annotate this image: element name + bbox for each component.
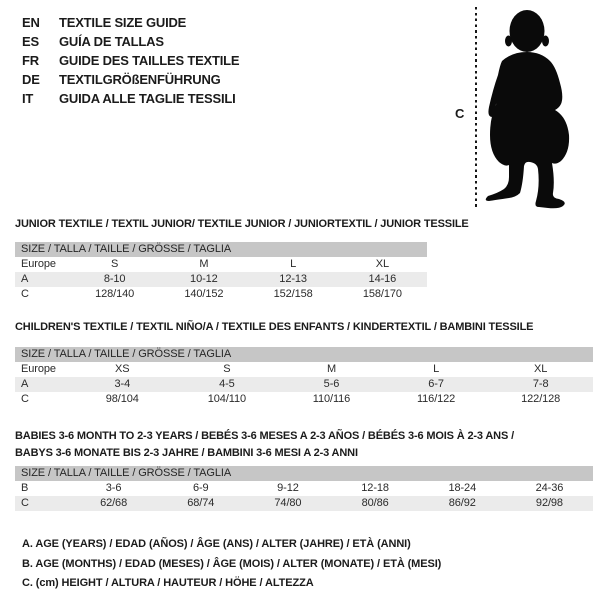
row-label: C: [21, 393, 29, 405]
measure-label-c: C: [455, 106, 465, 121]
language-code: DE: [22, 72, 40, 87]
row-label: C: [21, 288, 29, 300]
table-title-babies: [15, 428, 593, 462]
table-cell: 68/74: [187, 497, 215, 509]
language-label: TEXTILE SIZE GUIDE: [59, 15, 187, 30]
table-row: [15, 287, 427, 302]
height-measure-dotted-line: [475, 7, 477, 208]
table-cell: 12-18: [361, 482, 389, 494]
table-cell: L: [290, 258, 297, 270]
measurement-legend: [22, 535, 441, 594]
table-cell: 74/80: [274, 497, 302, 509]
table-title-line: CHILDREN'S TEXTILE / TEXTIL NIÑO/A / TEXTILE DES ENFANTS / KINDERTEXTIL / BAMBINI TESSILE: [15, 321, 534, 333]
language-row: [22, 51, 239, 70]
table-cell: 98/104: [105, 393, 139, 405]
row-label: A: [21, 378, 29, 390]
language-row: [22, 89, 239, 108]
table-cell: 14-16: [368, 273, 397, 285]
language-code: EN: [22, 15, 40, 30]
table-cell: 9-12: [277, 482, 299, 494]
table-cell: XL: [375, 258, 389, 270]
language-list: [22, 13, 239, 108]
table-cell: 4-5: [219, 378, 235, 390]
children-textile-table: [15, 320, 593, 407]
table-cell: 10-12: [190, 273, 218, 285]
table-cell: 3-6: [105, 482, 122, 494]
table-title-children: [15, 320, 593, 335]
junior-textile-table: [15, 217, 469, 302]
table-cell: L: [433, 363, 440, 375]
table-cell: 24-36: [535, 482, 564, 494]
table-cell: M: [326, 363, 337, 375]
table-title-junior: [15, 217, 469, 232]
size-header-bar: SIZE / TALLA / TAILLE / GRÖSSE / TAGLIA: [15, 466, 593, 481]
table-cell: 128/140: [95, 288, 135, 300]
table-cell: 3-4: [114, 378, 131, 390]
language-code: FR: [22, 53, 39, 68]
language-row: [22, 70, 239, 89]
table-cell: 18-24: [448, 482, 477, 494]
table-row: [15, 481, 593, 496]
language-label: TEXTILGRÖßENFÜHRUNG: [59, 72, 221, 87]
baby-silhouette-icon: [482, 5, 586, 209]
row-label: B: [21, 482, 29, 494]
legend-line: B. AGE (MONTHS) / EDAD (MESES) / ÂGE (MOIS) / ALTER (MONATE) / ETÀ (MESI): [22, 557, 442, 570]
legend-line: C. (cm) HEIGHT / ALTURA / HAUTEUR / HÖHE / ALTEZZA: [22, 577, 314, 589]
table-row: [15, 392, 593, 407]
table-cell: 5-6: [323, 378, 340, 390]
language-code: ES: [22, 34, 39, 49]
table-cell: S: [223, 363, 231, 375]
table-rows: [15, 257, 427, 302]
row-label: Europe: [21, 363, 56, 375]
language-code: IT: [22, 91, 34, 106]
legend-line: A. AGE (YEARS) / EDAD (AÑOS) / ÂGE (ANS) / ALTER (JAHRE) / ETÀ (ANNI): [22, 538, 411, 550]
table-title-line: JUNIOR TEXTILE / TEXTIL JUNIOR/ TEXTILE JUNIOR / JUNIORTEXTIL / JUNIOR TESSILE: [15, 218, 469, 230]
size-header-bar: SIZE / TALLA / TAILLE / GRÖSSE / TAGLIA: [15, 242, 427, 257]
size-header-bar: SIZE / TALLA / TAILLE / GRÖSSE / TAGLIA: [15, 347, 593, 362]
language-label: GUÍA DE TALLAS: [59, 34, 164, 49]
table-cell: 92/98: [535, 497, 563, 509]
table-rows: [15, 362, 593, 407]
table-cell: M: [199, 258, 209, 270]
table-row: [15, 257, 427, 272]
table-title-line: BABIES 3-6 MONTH TO 2-3 YEARS / BEBÉS 3-6 MESES A 2-3 AÑOS / BÉBÉS 3-6 MOIS À 2-3 ANS /: [15, 430, 514, 442]
table-cell: 110/116: [312, 393, 351, 405]
table-cell: 140/152: [184, 288, 224, 300]
table-row: [15, 362, 593, 377]
table-title-line: BABYS 3-6 MONATE BIS 2-3 JAHRE / BAMBINI 3-6 MESI A 2-3 ANNI: [15, 447, 358, 459]
row-label: C: [21, 497, 29, 509]
table-cell: XS: [115, 363, 130, 375]
table-cell: 104/110: [207, 393, 247, 405]
table-cell: 62/68: [100, 497, 128, 509]
table-cell: 7-8: [532, 378, 549, 390]
table-cell: 8-10: [103, 273, 126, 285]
language-label: GUIDE DES TAILLES TEXTILE: [59, 53, 240, 68]
table-rows: [15, 481, 593, 511]
table-cell: 122/128: [521, 393, 561, 405]
table-cell: 6-7: [428, 378, 444, 390]
language-row: [22, 13, 239, 32]
language-label: GUIDA ALLE TAGLIE TESSILI: [59, 91, 236, 106]
table-row: [15, 272, 427, 287]
table-cell: 152/158: [273, 288, 313, 300]
table-cell: 80/86: [361, 497, 389, 509]
table-cell: S: [111, 258, 119, 270]
row-label: A: [21, 273, 29, 285]
table-row: [15, 377, 593, 392]
table-cell: 158/170: [362, 288, 402, 300]
table-cell: XL: [534, 363, 548, 375]
table-cell: 6-9: [192, 482, 209, 494]
row-label: Europe: [21, 258, 56, 270]
table-cell: 86/92: [448, 497, 476, 509]
language-row: [22, 32, 239, 51]
table-row: [15, 496, 593, 511]
babies-textile-table: [15, 428, 593, 511]
table-cell: 116/122: [416, 393, 456, 405]
table-cell: 12-13: [279, 273, 307, 285]
